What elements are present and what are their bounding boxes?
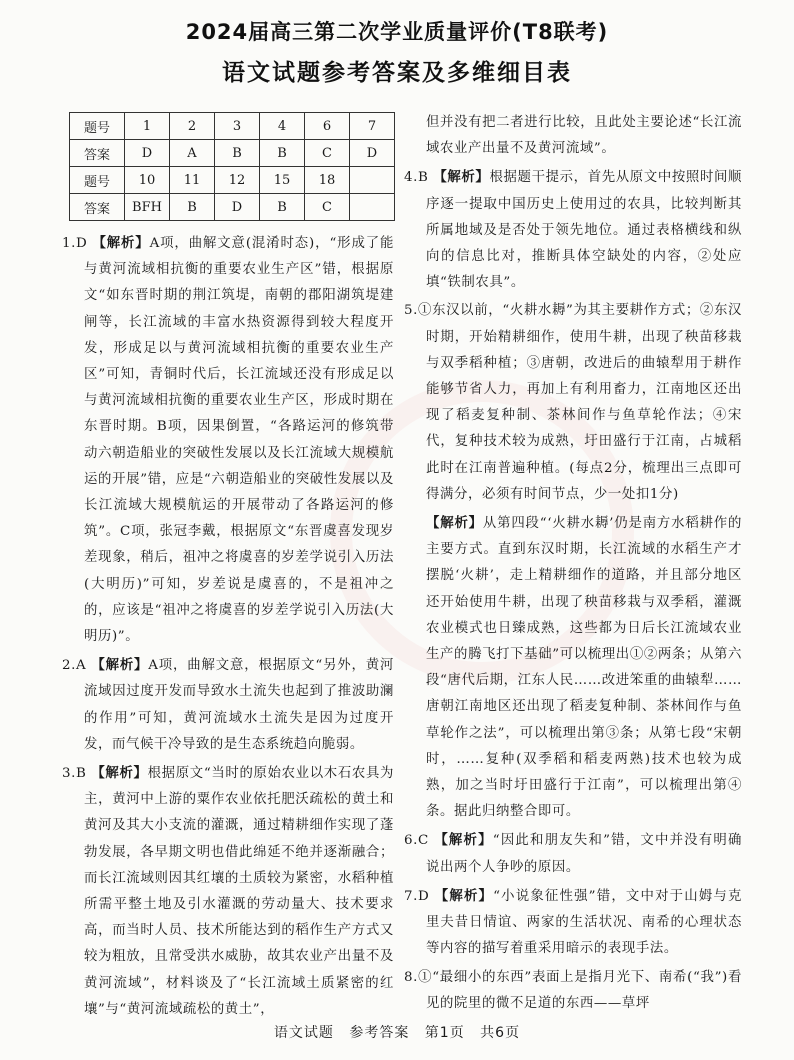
- table-row: [70, 140, 395, 167]
- table-row: [70, 113, 395, 140]
- table-cell: 题号: [70, 167, 125, 194]
- footer-doc: 参考答案: [349, 1025, 410, 1041]
- page-title: 2024届高三第二次学业质量评价(T8联考): [185, 20, 609, 44]
- item-text: ①“最细小的东西”表面上是指月光下、南希(“我”)看见的院里的微不足道的东西——草坪: [417, 969, 742, 1011]
- analysis-tag: 【解析】: [91, 657, 149, 674]
- item-text: “因此和朋友失和”错，文中并没有明确说出两个人争吵的原因。: [426, 833, 742, 875]
- item-number: 1.D: [62, 236, 88, 251]
- table-cell: 12: [215, 167, 260, 194]
- left-column: [62, 230, 394, 1023]
- table-cell: 1: [125, 113, 170, 140]
- item-text: 根据题干提示，首先从原文中按照时间顺序逐一提取中国历史上使用过的农具，比较判断其所属地域及是否处于领先地位。通过表格横线和纵向的信息比对，推断具体空缺处的内容，②处应填“铁制农具”。: [426, 170, 742, 291]
- table-cell: 7: [350, 113, 395, 140]
- answer-item: [62, 760, 394, 1023]
- answer-item: [404, 883, 742, 963]
- item-number: 6.C: [404, 833, 429, 849]
- item-text: A项，曲解文意，根据原文“另外，黄河流域因过度开发而导致水土流失也起到了推波助澜的作用”可知，黄河流域水土流失是因为过度开发，而气候干冷导致的是生态系统趋向脆弱。: [84, 658, 394, 752]
- item-text: “小说象征性强”错，文中对于山姆与克里夫昔日情谊、两家的生活状况、南希的心理状态等内容的描写着重采用暗示的表现手法。: [426, 888, 742, 957]
- answer-item: [404, 164, 742, 296]
- item-number: 2.A: [62, 658, 87, 674]
- analysis-tag: 【解析】: [433, 169, 490, 186]
- table-cell: C: [305, 194, 350, 221]
- table-row: [70, 194, 395, 221]
- table-cell: B: [260, 140, 305, 167]
- table-cell: B: [215, 140, 260, 167]
- table-cell: 题号: [70, 113, 125, 140]
- analysis-tag: 【解析】: [434, 887, 494, 904]
- answer-item: [404, 298, 742, 508]
- answer-table: [69, 112, 395, 221]
- answer-item: [62, 230, 394, 650]
- table-cell: C: [305, 140, 350, 167]
- item-text: 根据原文“当时的原始农业以木石农具为主，黄河中上游的粟作农业依托肥沃疏松的黄土和黄河及其大小支流的灌溉，通过精耕细作实现了蓬勃发展，各早期文明也借此绵延不绝并逐渐融合；而长江流域则因其红壤的土质较为紧密，水稻种植所需平整土地及引水灌溉的劳动量大、技术要求高，而当时人员、技术所能达到的稻作生产方式又较为粗放，且常受洪水威胁，故其农业产出量不及黄河流域”，材料谈及了“长江流域土质紧密的红壤”与“黄河流域疏松的黄土”，: [84, 766, 395, 1017]
- table-cell: 2: [170, 113, 215, 140]
- table-cell: D: [125, 140, 170, 167]
- table-cell: 4: [260, 113, 305, 140]
- answer-item: [62, 652, 394, 758]
- footer-page: 第1页: [424, 1025, 465, 1041]
- item-text: 但并没有把二者进行比较，且此处主要论述“长江流域农业产出量不及黄河流域”。: [426, 115, 742, 157]
- table-cell: 11: [170, 167, 215, 194]
- analysis-tag: 【解析】: [434, 832, 493, 849]
- right-column: [404, 110, 742, 1017]
- table-cell: 答案: [70, 140, 125, 167]
- page-footer: [0, 1022, 794, 1042]
- table-cell: B: [170, 194, 215, 221]
- table-cell: D: [215, 194, 260, 221]
- table-cell: 10: [125, 167, 170, 194]
- footer-total: 共6页: [480, 1025, 521, 1041]
- table-cell: 18: [305, 167, 350, 194]
- item-number: 5.: [404, 303, 418, 319]
- item-number: 8.: [404, 969, 418, 985]
- table-cell: D: [350, 140, 395, 167]
- page-subtitle: 语文试题参考答案及多维细目表: [222, 60, 572, 86]
- answer-item: [404, 965, 742, 1017]
- table-cell: 6: [305, 113, 350, 140]
- footer-subject: 语文试题: [273, 1025, 334, 1041]
- analysis-tag: 【解析】: [92, 235, 150, 251]
- table-cell: [350, 194, 395, 221]
- item-number: 4.B: [404, 170, 429, 186]
- table-cell: B: [260, 194, 305, 221]
- item-text: 从第四段“‘火耕水耨’仍是南方水稻耕作的主要方式。直到东汉时期，长江流域的水稻生产才摆脱‘火耕’，走上精耕细作的道路，并且部分地区还开始使用牛耕，出现了秧苗移栽与双季稻，灌溉农业模式也日臻成熟，这些都为日后长江流域农业生产的腾飞打下基础”可以梳理出①②两条；从第六段“唐代后期，江东人民……改进笨重的曲辕犁……唐朝江南地区还出现了稻麦复种制、茶林间作与鱼草轮作之法”，可以梳理出第③条；从第七段“宋朝时，……复种(双季稻和稻麦两熟)技术也较为成熟，加之当时圩田盛行于江南”，可以梳理出第④条。据此归纳整合即可。: [426, 516, 743, 820]
- table-cell: 3: [215, 113, 260, 140]
- answer-item: [404, 510, 742, 825]
- table-cell: A: [170, 140, 215, 167]
- item-number: 7.D: [404, 888, 430, 904]
- answer-item: [404, 110, 742, 162]
- item-text: A项，曲解文意(混淆时态)，“形成了能与黄河流域相抗衡的重要农业生产区”错，根据原文“如东晋时期的荆江筑堤，南朝的郡阳湖筑堤建闸等，长江流域的丰富水热资源得到较大程度开发，形成足以与黄河流域相抗衡的重要农业生产区”可知，青铜时代后，长江流域还没有形成足以与黄河流域相抗衡的重要农业生产区，形成时期在东晋时期。B项，因果倒置，“各路运河的修筑带动六朝造船业的突破性发展以及长江流域大规模航运的开展”错，应是“六朝造船业的突破性发展以及长江流域大规模航运的开展带动了各路运河的修筑”。C项，张冠李戴，根据原文“东晋虞喜发现岁差现象，稍后，祖冲之将虞喜的岁差学说引入历法(大明历)”可知，岁差说是虞喜的，不是祖冲之的，应该是“祖冲之将虞喜的岁差学说引入历法(大明历)”。: [84, 236, 395, 645]
- analysis-tag: 【解析】: [426, 515, 483, 532]
- item-number: 3.B: [62, 766, 87, 782]
- item-text: ①东汉以前，“火耕水耨”为其主要耕作方式；②东汉时期，开始精耕细作，使用牛耕，出现了秧苗移栽与双季稻种植；③唐朝，改进后的曲辕犁用于耕作能够节省人力，再加上有利用畜力，江南地区还出现了稻麦复种制、茶林间作与鱼草轮作法；④宋代，复种技术较为成熟，圩田盛行于江南，占城稻此时在江南普遍种植。(每点2分，梳理出三点即可得满分，必须有时间节点，少一处扣1分): [417, 303, 742, 502]
- table-cell: BFH: [125, 194, 170, 221]
- analysis-tag: 【解析】: [91, 765, 148, 782]
- table-row: [70, 167, 395, 194]
- table-cell: [350, 167, 395, 194]
- table-cell: 15: [260, 167, 305, 194]
- table-cell: 答案: [70, 194, 125, 221]
- answer-item: [404, 827, 742, 880]
